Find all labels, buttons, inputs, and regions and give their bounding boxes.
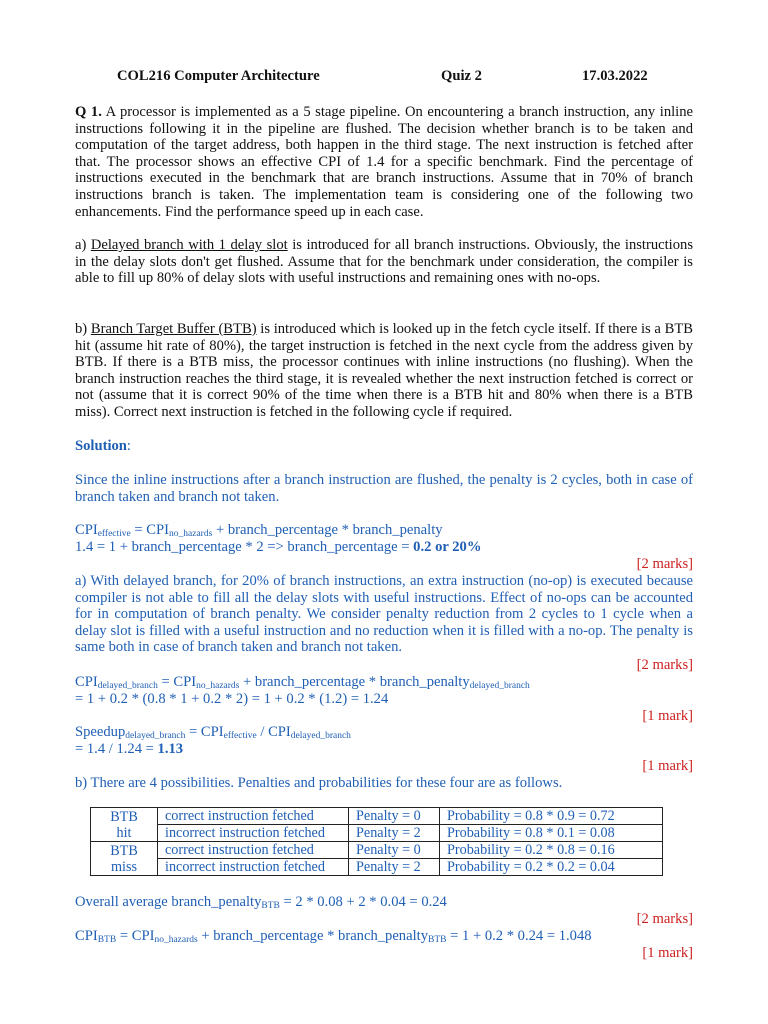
course-title: COL216 Computer Architecture xyxy=(117,68,320,84)
table-cell-case: correct instruction fetched xyxy=(158,808,349,825)
btb-hit-label: BTB hit xyxy=(91,808,158,842)
table-cell-probability: Probability = 0.8 * 0.1 = 0.08 xyxy=(440,825,663,842)
marks-3: [1 mark] xyxy=(642,708,693,724)
part-b-prefix: b) xyxy=(75,321,91,337)
solution-intro xyxy=(75,472,693,505)
quiz-date: 17.03.2022 xyxy=(582,68,648,84)
table-cell-penalty: Penalty = 2 xyxy=(349,825,440,842)
part-a-term: Delayed branch with 1 delay slot xyxy=(90,237,288,253)
marks-5: [2 marks] xyxy=(636,911,693,927)
table-row xyxy=(91,825,663,842)
question-part-a xyxy=(75,237,693,287)
quiz-label: Quiz 2 xyxy=(441,68,482,84)
table-cell-probability: Probability = 0.8 * 0.9 = 0.72 xyxy=(440,808,663,825)
solution-part-b: b) There are 4 possibilities. Penalties and probabilities for these four are as follows. xyxy=(75,775,563,791)
page-header xyxy=(75,68,693,86)
table-cell-penalty: Penalty = 2 xyxy=(349,859,440,876)
table-cell-case: incorrect instruction fetched xyxy=(158,825,349,842)
table-cell-penalty: Penalty = 0 xyxy=(349,808,440,825)
equation-cpi-delayed: $CPI_{delayed\_branch} = CPI_{no\_hazards}$ + branch_percentage * branch_penalty$_{delayed\_branch}$ xyxy=(75,674,530,691)
table-row xyxy=(91,859,663,876)
equation-branch-penalty-btb: Overall average branch_penalty$_{BTB}$ = 2 * 0.08 + 2 * 0.04 = 0.24 xyxy=(75,894,447,911)
marks-6: [1 mark] xyxy=(642,945,693,961)
solution-part-a xyxy=(75,573,693,656)
part-a-prefix: a) xyxy=(75,237,91,253)
equation-speedup-delayed: Speedup$_{delayed\_branch}$ = $CPI_{effective} / CPI_{delayed\_branch}$ xyxy=(75,724,351,741)
marks-1: [2 marks] xyxy=(636,556,693,572)
speedup-result: 1.13 xyxy=(157,741,184,757)
table-cell-penalty: Penalty = 0 xyxy=(349,842,440,859)
equation-cpi-delayed-value: = 1 + 0.2 * (0.8 * 1 + 0.2 * 2) = 1 + 0.2 * (1.2) = 1.24 xyxy=(75,691,389,707)
btb-penalty-table xyxy=(90,807,663,876)
question-intro xyxy=(75,104,693,220)
solution-heading: Solution: xyxy=(75,438,131,454)
question-part-b xyxy=(75,321,693,421)
part-a-text: is introduced for all branch instructions. Obviously, the instructions in the delay slots don't get flushed. Assume that for the benchmark under consideration, the compiler is able to fill up 80% of delay slots with useful instructions and remaining ones with no-ops. xyxy=(75,237,693,287)
equation-cpi-effective: $CPI_{effective} = CPI_{no\_hazards}$ + branch_percentage * branch_penalty xyxy=(75,522,443,539)
equation-cpi-btb: $CPI_{BTB} = CPI_{no\_hazards}$ + branch_percentage * branch_penalty$_{BTB}$ = 1 + 0.2 * 0.24 = 1.048 xyxy=(75,928,592,945)
table-cell-probability: Probability = 0.2 * 0.2 = 0.04 xyxy=(440,859,663,876)
solution-intro-text: Since the inline instructions after a branch instruction are flushed, the penalty is 2 cycles, both in case of branch taken and branch not taken. xyxy=(75,472,693,505)
table-cell-probability: Probability = 0.2 * 0.8 = 0.16 xyxy=(440,842,663,859)
branch-percentage-result: 0.2 or 20% xyxy=(413,539,482,555)
table-row xyxy=(91,842,663,859)
table-row xyxy=(91,808,663,825)
equation-branch-percentage: 1.4 = 1 + branch_percentage * 2 => branch_percentage = 0.2 or 20% xyxy=(75,539,482,555)
question-label: Q 1. xyxy=(75,104,102,120)
equation-speedup-value: = 1.4 / 1.24 = 1.13 xyxy=(75,741,184,757)
solution-heading-text: Solution xyxy=(75,438,127,454)
solution-part-a-text: a) With delayed branch, for 20% of branch instructions, an extra instruction (no-op) is executed because compiler is not able to fill all the delay slots with useful instructions. Effect of no-ops can be accounted for in computation of branch penalty. We consider penalty reduction from 2 cycles to 1 cycle when a delay slot is filled with a useful instruction and no reduction when it is filled with a no-op. The penalty is same both in case of branch taken and branch not taken. xyxy=(75,573,693,656)
table-cell-case: incorrect instruction fetched xyxy=(158,859,349,876)
btb-miss-label: BTB miss xyxy=(91,842,158,876)
question-intro-text: A processor is implemented as a 5 stage pipeline. On encountering a branch instruction, any inline instructions following it in the pipeline are flushed. The decision whether branch is to be taken and computation of the target address, both happen in the third stage. The next instruction is fetched after that. The processor shows an effective CPI of 1.4 for a specific benchmark. Find the percentage of instructions executed in the benchmark that are branch instructions. Assume that in 70% of branch instructions branch is taken. The implementation team is considering one of the following two enhancements. Find the performance speed up in each case. xyxy=(75,104,693,220)
marks-4: [1 mark] xyxy=(642,758,693,774)
part-b-text: is introduced which is looked up in the fetch cycle itself. If there is a BTB hit (assume hit rate of 80%), the target instruction is fetched in the next cycle from the address given by BTB. If there is a BTB miss, the processor continues with inline instructions (no flushing). When the branch instruction reaches the third stage, it is revealed whether the next instruction fetched is correct or not (assume that it is correct 90% of the time when there is a BTB hit and 80% when there is a BTB miss). Correct next instruction is fetched in the following cycle if required. xyxy=(75,321,693,420)
marks-2: [2 marks] xyxy=(636,657,693,673)
part-b-term: Branch Target Buffer (BTB) xyxy=(90,321,257,337)
table-cell-case: correct instruction fetched xyxy=(158,842,349,859)
